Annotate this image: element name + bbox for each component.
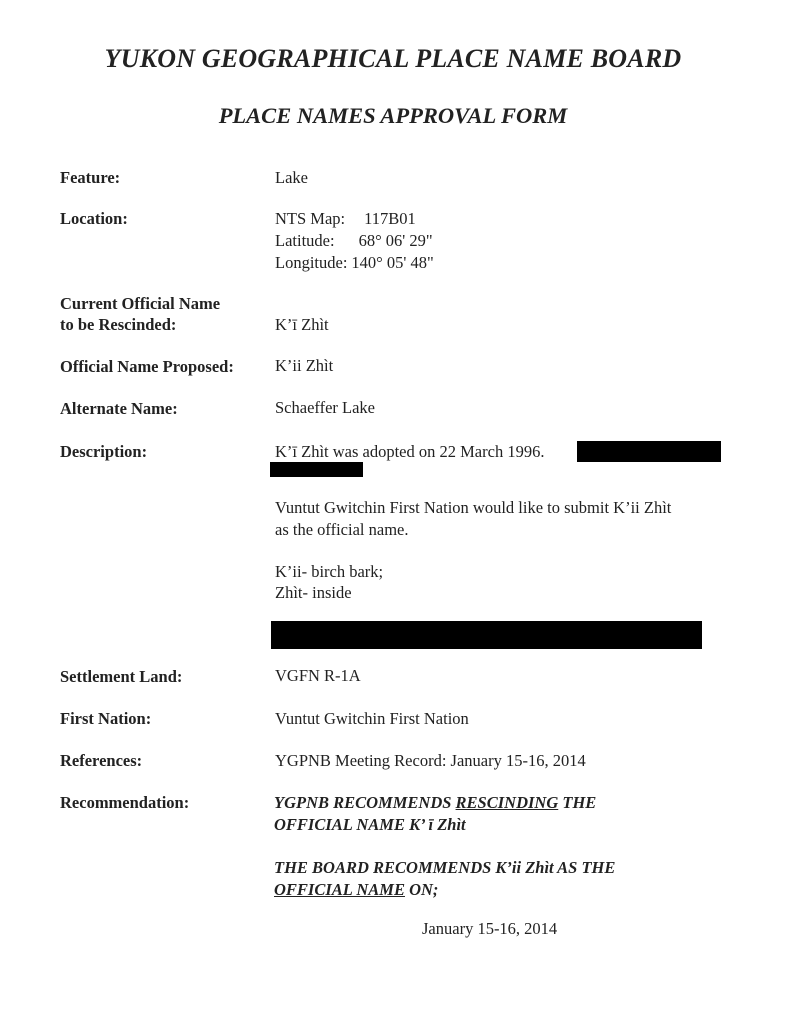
nts-map-value: 117B01 bbox=[364, 209, 416, 228]
rescinding-emphasis: RESCINDING bbox=[455, 793, 559, 812]
first-nation-label: First Nation: bbox=[60, 709, 152, 728]
settlement-land-label: Settlement Land: bbox=[60, 667, 183, 686]
nts-map-label: NTS Map: bbox=[275, 209, 346, 228]
recommendation-line1 bbox=[274, 792, 596, 814]
redaction-bar bbox=[577, 441, 721, 462]
recommendation-line2: OFFICIAL NAME K’ ī Zhìt bbox=[274, 815, 466, 834]
form-title: PLACE NAMES APPROVAL FORM bbox=[218, 103, 568, 128]
latitude-label: Latitude: bbox=[275, 231, 335, 250]
recommendation-line4 bbox=[274, 879, 438, 901]
recommendation-line1-end: THE bbox=[558, 793, 597, 812]
description-para3-line1: K’ii- birch bark; bbox=[275, 562, 384, 581]
first-nation-value: Vuntut Gwitchin First Nation bbox=[275, 709, 469, 728]
board-title: YUKON GEOGRAPHICAL PLACE NAME BOARD bbox=[104, 44, 682, 73]
recommendation-line4-end: ON; bbox=[404, 880, 439, 899]
alternate-name-label: Alternate Name: bbox=[60, 399, 178, 418]
longitude-value: 140° 05' 48" bbox=[351, 253, 434, 272]
current-name-label-line2: to be Rescinded: bbox=[60, 315, 177, 334]
nts-map-row bbox=[275, 209, 416, 229]
description-label: Description: bbox=[60, 442, 148, 461]
redaction-bar bbox=[271, 621, 702, 649]
recommendation-label: Recommendation: bbox=[60, 793, 190, 812]
description-para2-line2: as the official name. bbox=[275, 520, 409, 539]
description-para2-line1: Vuntut Gwitchin First Nation would like to submit K’ii Zhìt bbox=[275, 498, 672, 517]
current-name-label-line1: Current Official Name bbox=[60, 294, 221, 313]
current-name-value: K’ī Zhìt bbox=[275, 315, 329, 334]
longitude-label: Longitude: bbox=[275, 253, 348, 272]
settlement-land-value: VGFN R-1A bbox=[275, 666, 361, 685]
feature-value: Lake bbox=[275, 168, 308, 187]
redaction-bar bbox=[270, 462, 363, 477]
longitude-row bbox=[275, 253, 434, 273]
latitude-row bbox=[275, 231, 433, 251]
references-label: References: bbox=[60, 751, 143, 770]
description-line1: K’ī Zhìt was adopted on 22 March 1996. bbox=[275, 442, 545, 461]
proposed-name-value: K’ii Zhìt bbox=[275, 356, 334, 375]
feature-label: Feature: bbox=[60, 168, 121, 187]
description-para3-line2: Zhìt- inside bbox=[275, 583, 352, 602]
recommendation-line3: THE BOARD RECOMMENDS K’ii Zhìt AS THE bbox=[274, 858, 616, 877]
latitude-value: 68° 06' 29" bbox=[358, 231, 433, 250]
alternate-name-value: Schaeffer Lake bbox=[275, 398, 376, 417]
recommendation-line1-start: YGPNB RECOMMENDS bbox=[274, 793, 456, 812]
approval-date: January 15-16, 2014 bbox=[422, 919, 558, 938]
official-name-emphasis: OFFICIAL NAME bbox=[274, 880, 405, 899]
location-label: Location: bbox=[60, 209, 128, 228]
proposed-name-label: Official Name Proposed: bbox=[60, 357, 234, 376]
references-value: YGPNB Meeting Record: January 15-16, 2014 bbox=[275, 751, 586, 770]
